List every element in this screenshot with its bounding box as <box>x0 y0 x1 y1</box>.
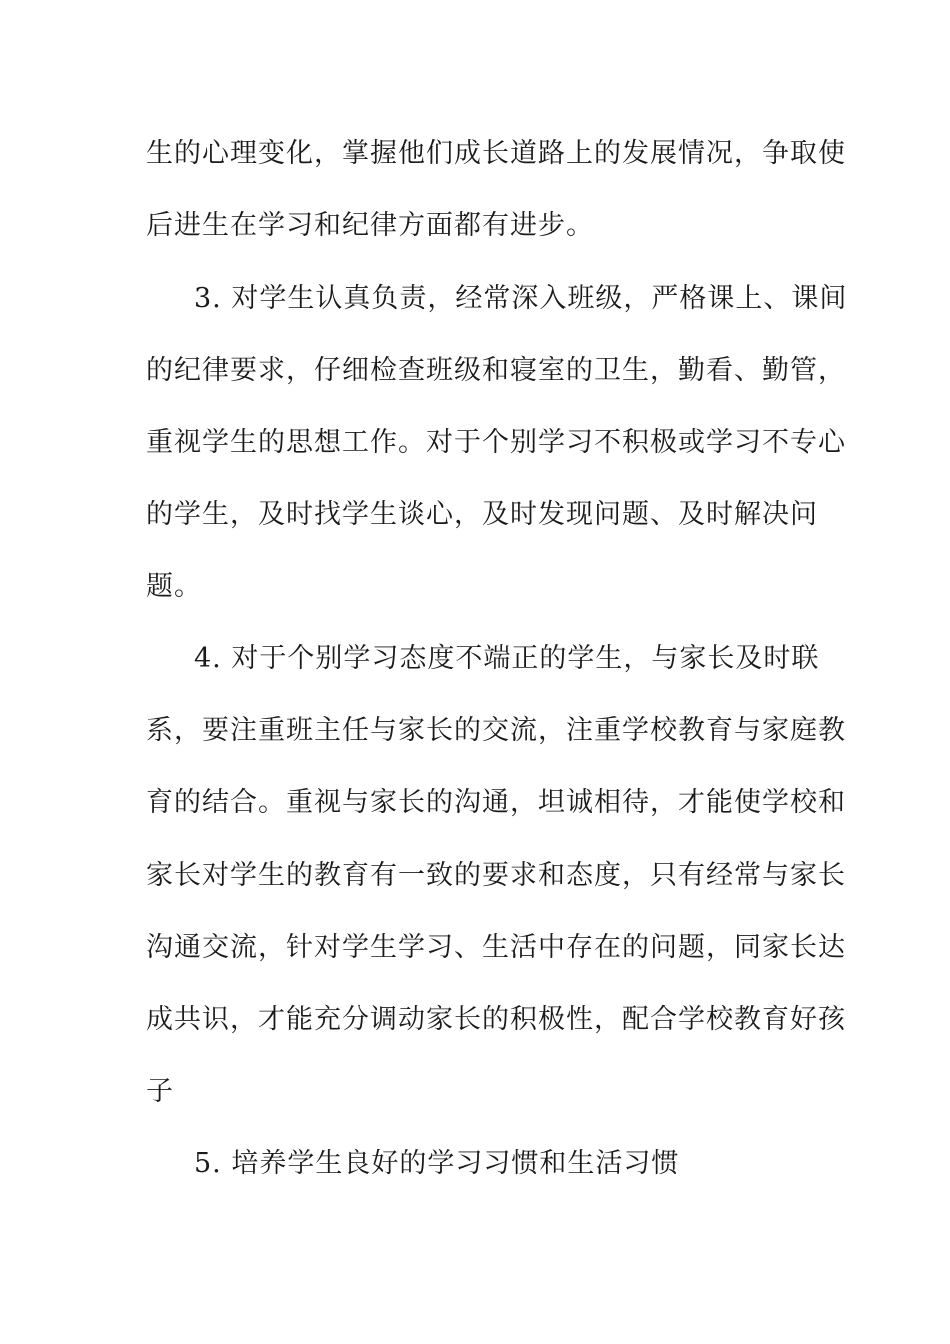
list-item-4-line: 4. 对于个别学习态度不端正的学生，与家长及时联 <box>194 643 820 674</box>
paragraph-line: 生的心理变化，掌握他们成长道路上的发展情况，争取使 <box>146 138 846 169</box>
list-item-5-line: 5. 培养学生良好的学习习惯和生活习惯 <box>194 1148 680 1179</box>
paragraph-line: 系，要注重班主任与家长的交流，注重学校教育与家庭教 <box>146 715 846 746</box>
paragraph-line: 后进生在学习和纪律方面都有进步。 <box>146 210 594 241</box>
paragraph-line: 题。 <box>146 571 202 602</box>
paragraph-line: 成共识，才能充分调动家长的积极性，配合学校教育好孩 <box>146 1004 846 1035</box>
paragraph-line: 子 <box>146 1076 174 1107</box>
paragraph-line: 沟通交流，针对学生学习、生活中存在的问题，同家长达 <box>146 932 846 963</box>
paragraph-line: 的纪律要求，仔细检查班级和寝室的卫生，勤看、勤管， <box>146 355 846 386</box>
paragraph-line: 重视学生的思想工作。对于个别学习不积极或学习不专心 <box>146 427 846 458</box>
list-item-3-line: 3. 对学生认真负责，经常深入班级，严格课上、课间 <box>194 283 848 314</box>
paragraph-line: 育的结合。重视与家长的沟通，坦诚相待，才能使学校和 <box>146 787 846 818</box>
paragraph-line: 的学生，及时找学生谈心，及时发现问题、及时解决问 <box>146 499 818 530</box>
paragraph-line: 家长对学生的教育有一致的要求和态度，只有经常与家长 <box>146 860 846 891</box>
